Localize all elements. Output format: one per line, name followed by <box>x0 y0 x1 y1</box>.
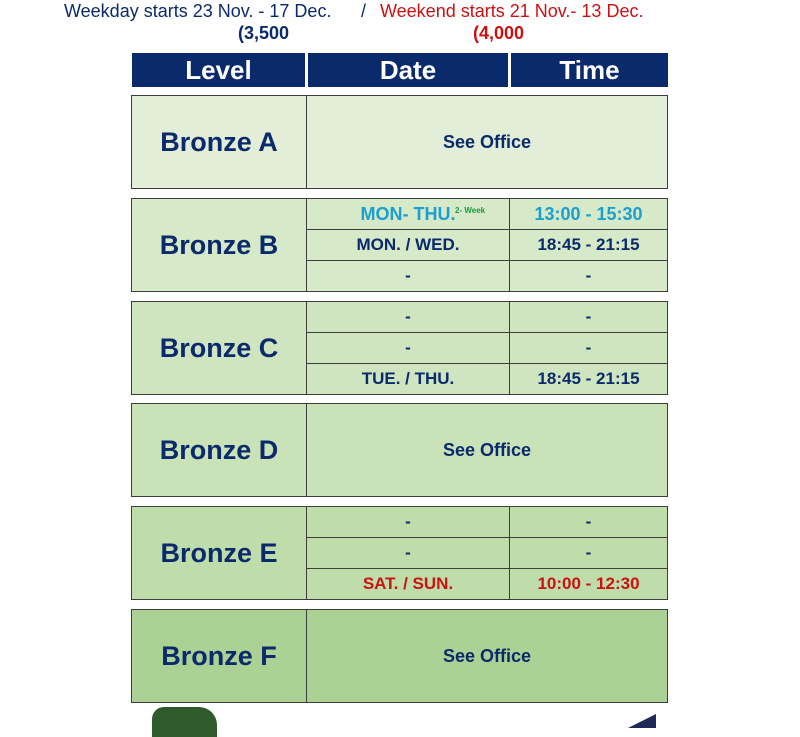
level-label: Bronze D <box>132 404 307 496</box>
table-row <box>307 261 667 291</box>
bronze-b-block <box>131 198 668 292</box>
table-row <box>307 364 667 394</box>
see-office-text: See Office <box>442 645 532 666</box>
table-row <box>307 538 667 569</box>
weekday-price: (3,500 <box>238 23 290 43</box>
date-cell: - <box>307 333 510 363</box>
date-cell: TUE. / THU. <box>307 364 510 394</box>
see-office-text: See Office <box>442 131 532 152</box>
date-cell: - <box>307 302 510 332</box>
table-row <box>307 569 667 599</box>
bronze-a-block <box>131 95 668 189</box>
two-week-note: 2- Week <box>455 206 486 215</box>
schedule-rows <box>307 199 667 291</box>
bronze-d-block <box>131 403 668 497</box>
see-office-text: See Office <box>442 439 532 460</box>
header-level: Level <box>132 53 308 87</box>
date-cell: SAT. / SUN. <box>307 569 510 599</box>
table-row <box>307 507 667 538</box>
date-text: MON- THU. <box>360 203 456 224</box>
level-label: Bronze A <box>132 96 307 188</box>
level-label: Bronze E <box>132 507 307 599</box>
time-cell: - <box>585 307 592 326</box>
table-row <box>307 333 667 364</box>
date-cell: - <box>307 507 510 537</box>
date-cell: MON. / WED. <box>307 230 510 260</box>
schedule-rows <box>307 302 667 394</box>
logo-fragment-icon <box>152 707 217 737</box>
weekday-dates: Weekday starts 23 Nov. - 17 Dec. <box>64 1 332 21</box>
schedule-rows <box>307 507 667 599</box>
table-header <box>132 53 668 87</box>
schedule-subtitle <box>0 0 800 23</box>
time-cell: - <box>585 338 592 357</box>
time-cell: 13:00 - 15:30 <box>534 203 643 224</box>
bronze-c-block <box>131 301 668 395</box>
time-cell: - <box>585 512 592 531</box>
separator: / <box>361 1 367 21</box>
weekend-price: (4,000 <box>473 23 525 43</box>
time-cell: - <box>585 543 592 562</box>
triangle-logo-icon <box>628 714 656 728</box>
level-label: Bronze F <box>132 610 307 702</box>
time-cell: 18:45 - 21:15 <box>537 369 640 388</box>
date-cell <box>307 199 510 229</box>
bronze-e-block <box>131 506 668 600</box>
date-cell: - <box>307 261 510 291</box>
table-row <box>307 199 667 230</box>
weekend-dates: Weekend starts 21 Nov.- 13 Dec. <box>380 1 644 21</box>
date-cell: - <box>307 538 510 568</box>
level-label: Bronze C <box>132 302 307 394</box>
level-label: Bronze B <box>132 199 307 291</box>
time-cell: 10:00 - 12:30 <box>537 574 640 593</box>
header-date: Date <box>308 53 511 87</box>
bronze-f-block <box>131 609 668 703</box>
time-cell: - <box>585 266 592 285</box>
table-row <box>307 302 667 333</box>
table-row <box>307 230 667 261</box>
header-time: Time <box>559 54 620 85</box>
time-cell: 18:45 - 21:15 <box>537 235 640 254</box>
